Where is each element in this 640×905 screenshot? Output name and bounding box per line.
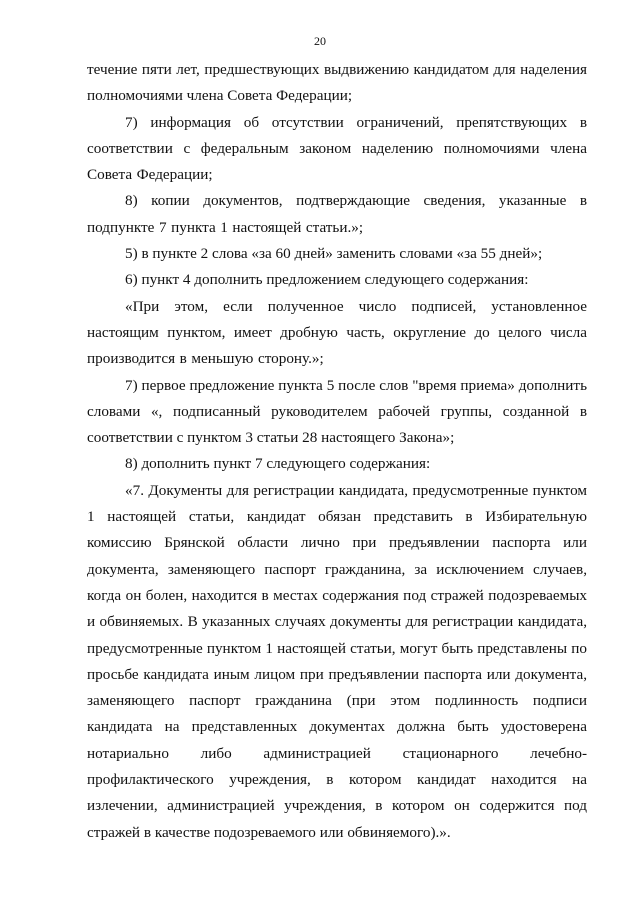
paragraph-8: 8) дополнить пункт 7 следующего содержания: <box>125 455 431 473</box>
paragraph-5: 6) пункт 4 дополнить предложением следующего содержания: <box>125 271 529 289</box>
paragraph-2: 7) информация об отсутствии ограничений, препятствующих в соответствии с федеральным законом наделению полномочиями члена Совета Федерации; <box>87 113 587 184</box>
paragraph-3: 8) копии документов, подтверждающие сведения, указанные в подпункте 7 пункта 1 настоящей статьи.»; <box>87 192 587 236</box>
paragraph-9: «7. Документы для регистрации кандидата, предусмотренные пунктом 1 настоящей статьи, кандидат обязан представить в Избирательную комиссию Брянской области лично при предъявлении паспорта или документа, заменяющего паспорт гражданина, за исключением случаев, когда он болен, находится в местах содержания под стражей подозреваемых и обвиняемых. В указанных случаях документы для регистрации кандидата, предусмотренные пунктом 1 настоящей статьи, могут быть представлены по просьбе кандидата иным лицом при предъявлении паспорта или документа, заменяющего паспорт гражданина (при этом подлинность подписи кандидата на представленных документах должна быть удостоверена нотариально либо администрацией стационарного лечебно-профилактического учреждения, в котором кандидат находится на излечении, администрацией учреждения, в котором он содержится под стражей в качестве подозреваемого или обвиняемого).». <box>87 481 587 841</box>
paragraph-4: 5) в пункте 2 слова «за 60 дней» заменить словами «за 55 дней»; <box>125 245 543 263</box>
paragraph-6: «При этом, если полученное число подписей, установленное настоящим пунктом, имеет дробную часть, округление до целого числа производится в меньшую сторону.»; <box>87 297 587 368</box>
document-body <box>87 57 587 846</box>
page-number: 20 <box>314 34 326 48</box>
paragraph-7: 7) первое предложение пункта 5 после слов "время приема» дополнить словами «, подписанный руководителем рабочей группы, созданной в соответствии с пунктом 3 статьи 28 настоящего Закона»; <box>87 376 587 447</box>
paragraph-1: течение пяти лет, предшествующих выдвижению кандидатом для наделения полномочиями члена Совета Федерации; <box>87 61 587 105</box>
